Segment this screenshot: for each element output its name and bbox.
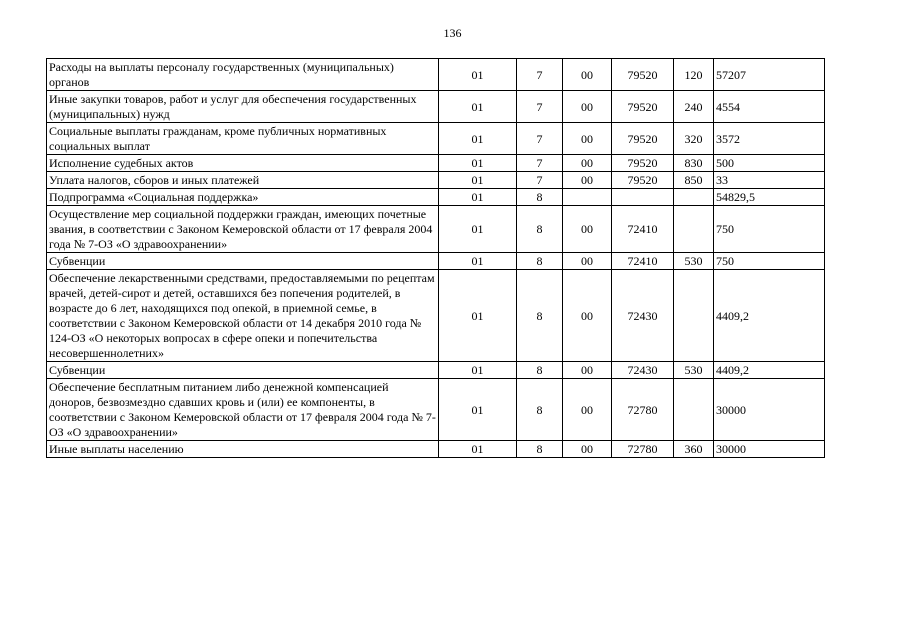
item-code-cell: 79520 bbox=[612, 59, 674, 91]
row-name-cell: Субвенции bbox=[47, 362, 439, 379]
code-cell: 00 bbox=[563, 441, 612, 458]
expense-type-cell bbox=[674, 270, 714, 362]
section-code-cell: 01 bbox=[439, 206, 517, 253]
subprogram-code-cell: 7 bbox=[517, 59, 563, 91]
subprogram-code-cell: 8 bbox=[517, 379, 563, 441]
amount-cell: 30000 bbox=[714, 379, 825, 441]
section-code-cell: 01 bbox=[439, 379, 517, 441]
amount-cell: 750 bbox=[714, 253, 825, 270]
section-code-cell: 01 bbox=[439, 91, 517, 123]
row-name-cell: Расходы на выплаты персоналу государственных (муниципальных) органов bbox=[47, 59, 439, 91]
expense-type-cell bbox=[674, 206, 714, 253]
item-code-cell: 79520 bbox=[612, 172, 674, 189]
table-body bbox=[47, 59, 825, 458]
amount-cell: 33 bbox=[714, 172, 825, 189]
expense-type-cell bbox=[674, 189, 714, 206]
expense-type-cell: 530 bbox=[674, 362, 714, 379]
section-code-cell: 01 bbox=[439, 253, 517, 270]
row-name-cell: Субвенции bbox=[47, 253, 439, 270]
item-code-cell: 72780 bbox=[612, 441, 674, 458]
section-code-cell: 01 bbox=[439, 189, 517, 206]
row-name-cell: Подпрограмма «Социальная поддержка» bbox=[47, 189, 439, 206]
expense-type-cell: 530 bbox=[674, 253, 714, 270]
table-row bbox=[47, 91, 825, 123]
item-code-cell bbox=[612, 189, 674, 206]
code-cell: 00 bbox=[563, 270, 612, 362]
expense-type-cell bbox=[674, 379, 714, 441]
expense-type-cell: 320 bbox=[674, 123, 714, 155]
amount-cell: 54829,5 bbox=[714, 189, 825, 206]
amount-cell: 750 bbox=[714, 206, 825, 253]
amount-cell: 4409,2 bbox=[714, 362, 825, 379]
expense-type-cell: 830 bbox=[674, 155, 714, 172]
subprogram-code-cell: 8 bbox=[517, 206, 563, 253]
subprogram-code-cell: 7 bbox=[517, 123, 563, 155]
code-cell: 00 bbox=[563, 362, 612, 379]
row-name-cell: Обеспечение бесплатным питанием либо денежной компенсацией доноров, безвозмездно сдавших кровь и (или) ее компоненты, в соответствии с Законом Кемеровской области от 17 февраля 2004 года № 7-ОЗ «О здравоохранении» bbox=[47, 379, 439, 441]
expense-type-cell: 240 bbox=[674, 91, 714, 123]
table-row bbox=[47, 253, 825, 270]
subprogram-code-cell: 7 bbox=[517, 172, 563, 189]
item-code-cell: 72780 bbox=[612, 379, 674, 441]
table-row bbox=[47, 189, 825, 206]
code-cell: 00 bbox=[563, 91, 612, 123]
code-cell: 00 bbox=[563, 379, 612, 441]
item-code-cell: 79520 bbox=[612, 123, 674, 155]
section-code-cell: 01 bbox=[439, 270, 517, 362]
amount-cell: 57207 bbox=[714, 59, 825, 91]
amount-cell: 500 bbox=[714, 155, 825, 172]
table-row bbox=[47, 362, 825, 379]
row-name-cell: Социальные выплаты гражданам, кроме публичных нормативных социальных выплат bbox=[47, 123, 439, 155]
item-code-cell: 72410 bbox=[612, 206, 674, 253]
page-number: 136 bbox=[443, 26, 462, 40]
row-name-cell: Осуществление мер социальной поддержки граждан, имеющих почетные звания, в соответствии с Законом Кемеровской области от 17 февраля 2004 года № 7-ОЗ «О здравоохранении» bbox=[47, 206, 439, 253]
subprogram-code-cell: 8 bbox=[517, 362, 563, 379]
table-row bbox=[47, 172, 825, 189]
code-cell: 00 bbox=[563, 172, 612, 189]
row-name-cell: Иные выплаты населению bbox=[47, 441, 439, 458]
table-row bbox=[47, 441, 825, 458]
subprogram-code-cell: 7 bbox=[517, 91, 563, 123]
expense-type-cell: 850 bbox=[674, 172, 714, 189]
item-code-cell: 79520 bbox=[612, 155, 674, 172]
section-code-cell: 01 bbox=[439, 362, 517, 379]
code-cell: 00 bbox=[563, 155, 612, 172]
expense-type-cell: 360 bbox=[674, 441, 714, 458]
amount-cell: 30000 bbox=[714, 441, 825, 458]
table-row bbox=[47, 379, 825, 441]
row-name-cell: Обеспечение лекарственными средствами, предоставляемыми по рецептам врачей, детей-сирот и детей, оставшихся без попечения родителей, в возрасте до 6 лет, находящихся под опекой, в приемной семье, в соответствии с Законом Кемеровской области от 14 декабря 2010 года № 124-ОЗ «О некоторых вопросах в сфере опеки и попечительства несовершеннолетних» bbox=[47, 270, 439, 362]
section-code-cell: 01 bbox=[439, 123, 517, 155]
row-name-cell: Уплата налогов, сборов и иных платежей bbox=[47, 172, 439, 189]
section-code-cell: 01 bbox=[439, 59, 517, 91]
subprogram-code-cell: 8 bbox=[517, 189, 563, 206]
table-row bbox=[47, 270, 825, 362]
amount-cell: 4409,2 bbox=[714, 270, 825, 362]
table-row bbox=[47, 206, 825, 253]
row-name-cell: Иные закупки товаров, работ и услуг для обеспечения государственных (муниципальных) нужд bbox=[47, 91, 439, 123]
row-name-cell: Исполнение судебных актов bbox=[47, 155, 439, 172]
amount-cell: 3572 bbox=[714, 123, 825, 155]
code-cell: 00 bbox=[563, 59, 612, 91]
item-code-cell: 72430 bbox=[612, 362, 674, 379]
subprogram-code-cell: 8 bbox=[517, 441, 563, 458]
amount-cell: 4554 bbox=[714, 91, 825, 123]
expense-type-cell: 120 bbox=[674, 59, 714, 91]
item-code-cell: 72430 bbox=[612, 270, 674, 362]
section-code-cell: 01 bbox=[439, 172, 517, 189]
item-code-cell: 72410 bbox=[612, 253, 674, 270]
table-row bbox=[47, 123, 825, 155]
code-cell bbox=[563, 189, 612, 206]
table-row bbox=[47, 59, 825, 91]
subprogram-code-cell: 7 bbox=[517, 155, 563, 172]
item-code-cell: 79520 bbox=[612, 91, 674, 123]
code-cell: 00 bbox=[563, 206, 612, 253]
subprogram-code-cell: 8 bbox=[517, 253, 563, 270]
table-row bbox=[47, 155, 825, 172]
budget-table bbox=[46, 58, 825, 458]
section-code-cell: 01 bbox=[439, 441, 517, 458]
code-cell: 00 bbox=[563, 253, 612, 270]
code-cell: 00 bbox=[563, 123, 612, 155]
section-code-cell: 01 bbox=[439, 155, 517, 172]
subprogram-code-cell: 8 bbox=[517, 270, 563, 362]
